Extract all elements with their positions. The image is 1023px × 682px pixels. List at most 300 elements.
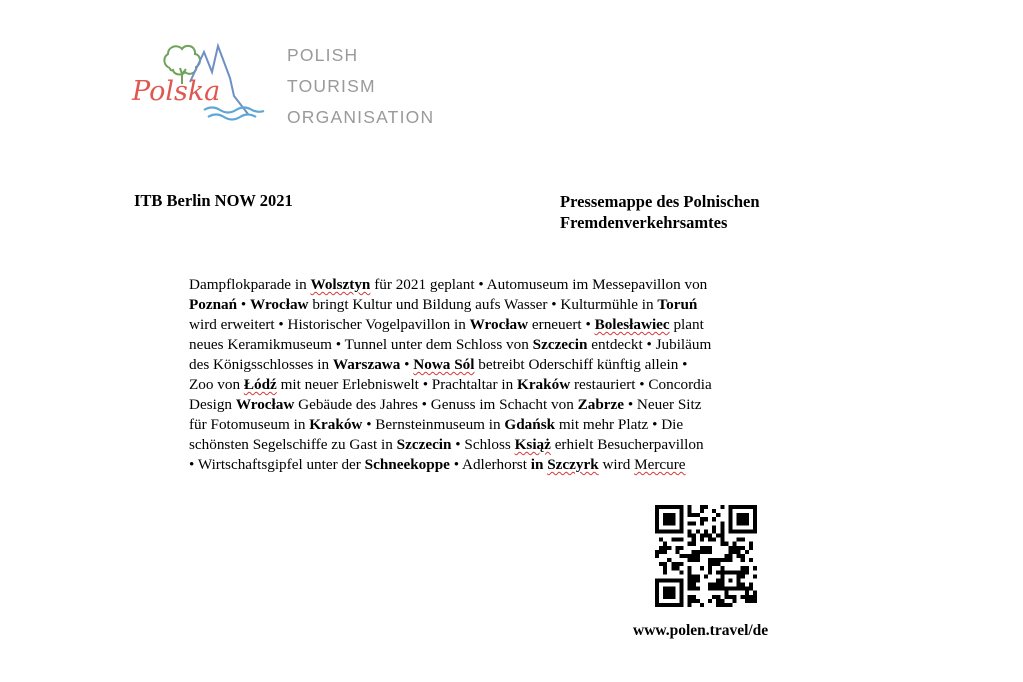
qr-module: [712, 583, 716, 587]
qr-module: [728, 587, 732, 591]
qr-module: [688, 509, 692, 513]
qr-module: [659, 546, 663, 550]
qr-module: [708, 538, 712, 542]
qr-module: [663, 566, 667, 570]
qr-module: [696, 554, 700, 558]
text-segment: Dampflokparade in: [189, 276, 311, 293]
qr-module: [667, 603, 671, 607]
qr-module: [667, 513, 671, 517]
qr-module: [745, 599, 749, 603]
qr-module: [663, 546, 667, 550]
qr-module: [663, 578, 667, 582]
qr-module: [741, 574, 745, 578]
qr-module: [749, 583, 753, 587]
place-name: Książ: [514, 436, 551, 453]
qr-module: [716, 599, 720, 603]
text-segment: erhielt Besucherpavillon: [550, 436, 704, 453]
qr-module: [692, 599, 696, 603]
qr-module: [663, 562, 667, 566]
qr-module: [667, 587, 671, 591]
place-name: Wrocław: [250, 296, 309, 313]
qr-module: [733, 550, 737, 554]
qr-module: [671, 587, 675, 591]
qr-module: [675, 538, 679, 542]
qr-module: [663, 587, 667, 591]
qr-module: [655, 554, 659, 558]
text-segment: Gebäude des Jahres • Genuss im Schacht von: [294, 396, 578, 413]
qr-module: [737, 513, 741, 517]
qr-module: [688, 583, 692, 587]
qr-module: [671, 505, 675, 509]
text-segment: • Schloss: [451, 436, 515, 453]
qr-module: [675, 529, 679, 533]
qr-module: [688, 587, 692, 591]
text-segment: Design: [189, 396, 236, 413]
qr-module: [655, 591, 659, 595]
qr-module: [688, 595, 692, 599]
qr-module: [741, 505, 745, 509]
qr-module: [716, 578, 720, 582]
place-name: Szczecin: [532, 336, 588, 353]
text-segment: mit neuer Erlebniswelt • Prachtaltar in: [276, 376, 517, 393]
text-segment: • Bernsteinmuseum in: [362, 416, 505, 433]
qr-module: [724, 558, 728, 562]
qr-module: [704, 574, 708, 578]
qr-module: [663, 591, 667, 595]
qr-module: [679, 546, 683, 550]
text-segment: entdeckt • Jubiläum: [587, 336, 712, 353]
place-name: Kraków: [517, 376, 571, 393]
qr-module: [741, 595, 745, 599]
qr-module: [688, 603, 692, 607]
qr-module: [733, 595, 737, 599]
qr-code-icon[interactable]: [655, 505, 757, 607]
qr-module: [741, 587, 745, 591]
qr-module: [728, 525, 732, 529]
place-name: Szczecin: [396, 436, 452, 453]
qr-module: [737, 570, 741, 574]
qr-module: [745, 529, 749, 533]
qr-module: [741, 529, 745, 533]
qr-module: [724, 595, 728, 599]
qr-module: [724, 587, 728, 591]
qr-module: [741, 570, 745, 574]
place-name: Bolesławiec: [594, 316, 670, 333]
website-link[interactable]: www.polen.travel/de: [633, 622, 769, 639]
qr-module: [745, 505, 749, 509]
qr-module: [659, 550, 663, 554]
qr-module: [708, 570, 712, 574]
qr-module: [692, 538, 696, 542]
paragraph-line: [189, 355, 789, 375]
qr-module: [749, 558, 753, 562]
qr-module: [663, 550, 667, 554]
qr-module: [671, 517, 675, 521]
text-segment: mit mehr Platz • Die: [555, 416, 684, 433]
qr-module: [655, 578, 659, 582]
place-name: in: [530, 456, 548, 473]
qr-module: [728, 509, 732, 513]
text-segment: erneuert •: [528, 316, 595, 333]
qr-module: [659, 529, 663, 533]
qr-module: [667, 558, 671, 562]
qr-module: [749, 529, 753, 533]
place-name: Warszawa: [332, 356, 401, 373]
qr-module: [708, 562, 712, 566]
qr-module: [704, 517, 708, 521]
org-line-1: POLISH: [287, 45, 359, 65]
qr-module: [728, 554, 732, 558]
qr-module: [712, 562, 716, 566]
qr-module: [704, 534, 708, 538]
qr-module: [720, 505, 724, 509]
qr-module: [737, 583, 741, 587]
place-name: Toruń: [657, 296, 698, 313]
paragraph-line: [189, 375, 789, 395]
qr-module: [688, 505, 692, 509]
qr-module: [737, 550, 741, 554]
qr-module: [733, 570, 737, 574]
qr-module: [700, 566, 704, 570]
place-name: Nowa Sól: [413, 356, 475, 373]
qr-module: [692, 578, 696, 582]
qr-module: [696, 513, 700, 517]
qr-module: [716, 603, 720, 607]
qr-module: [679, 521, 683, 525]
text-segment: für 2021 geplant • Automuseum im Messepavillon von: [370, 276, 708, 293]
text-segment: plant: [669, 316, 704, 333]
qr-module: [737, 574, 741, 578]
qr-module: [688, 574, 692, 578]
qr-module: [700, 550, 704, 554]
text-segment: •: [237, 296, 251, 313]
paragraph-line: [189, 455, 789, 475]
qr-module: [663, 513, 667, 517]
qr-module: [655, 587, 659, 591]
qr-module: [716, 570, 720, 574]
qr-module: [708, 583, 712, 587]
qr-module: [692, 513, 696, 517]
qr-module: [704, 529, 708, 533]
qr-module: [688, 534, 692, 538]
press-kit-title-line-1: Pressemappe des Polnischen: [560, 192, 760, 211]
news-summary-paragraph: [189, 275, 789, 475]
qr-module: [733, 542, 737, 546]
qr-module: [720, 542, 724, 546]
text-segment: betreibt Oderschiff künftig allein •: [474, 356, 688, 373]
qr-module: [728, 546, 732, 550]
text-segment: wird erweitert • Historischer Vogelpavillon in: [189, 316, 470, 333]
qr-module: [655, 513, 659, 517]
qr-module: [671, 562, 675, 566]
qr-module: [733, 529, 737, 533]
qr-module: [700, 538, 704, 542]
qr-module: [737, 521, 741, 525]
qr-module: [745, 513, 749, 517]
text-segment: des Königsschlosses in: [189, 356, 333, 373]
place-name: Gdańsk: [504, 416, 556, 433]
qr-module: [679, 570, 683, 574]
qr-module: [700, 521, 704, 525]
qr-module: [716, 583, 720, 587]
qr-module: [655, 595, 659, 599]
qr-module: [696, 574, 700, 578]
qr-module: [696, 529, 700, 533]
event-title: ITB Berlin NOW 2021: [134, 191, 293, 210]
qr-module: [704, 550, 708, 554]
organisation-name: [287, 40, 434, 133]
qr-module: [659, 603, 663, 607]
qr-module: [728, 505, 732, 509]
paragraph-line: [189, 415, 789, 435]
text-segment: restauriert • Concordia: [570, 376, 712, 393]
qr-module: [655, 603, 659, 607]
place-name: Wrocław: [469, 316, 529, 333]
text-segment: für Fotomuseum in: [189, 416, 310, 433]
qr-module: [728, 578, 732, 582]
qr-module: [712, 529, 716, 533]
qr-module: [688, 566, 692, 570]
qr-module: [655, 599, 659, 603]
text-segment: Zoo von: [189, 376, 244, 393]
qr-module: [749, 505, 753, 509]
qr-module: [733, 505, 737, 509]
qr-module: [733, 587, 737, 591]
qr-module: [667, 517, 671, 521]
qr-module: [728, 603, 732, 607]
qr-module: [728, 550, 732, 554]
qr-module: [679, 517, 683, 521]
qr-module: [753, 509, 757, 513]
qr-module: [692, 542, 696, 546]
text-segment: schönsten Segelschiffe zu Gast in: [189, 436, 397, 453]
qr-module: [708, 534, 712, 538]
qr-module: [655, 583, 659, 587]
qr-module: [679, 513, 683, 517]
qr-module: [724, 591, 728, 595]
qr-module: [663, 529, 667, 533]
paragraph-line: [189, 435, 789, 455]
qr-module: [753, 525, 757, 529]
qr-module: [684, 554, 688, 558]
qr-module: [696, 599, 700, 603]
qr-module: [737, 517, 741, 521]
qr-module: [716, 587, 720, 591]
qr-module: [741, 517, 745, 521]
qr-module: [720, 578, 724, 582]
qr-module: [753, 595, 757, 599]
qr-module: [692, 558, 696, 562]
place-name: Kraków: [309, 416, 363, 433]
qr-module: [712, 587, 716, 591]
text-segment: neues Keramikmuseum • Tunnel unter dem Schloss von: [189, 336, 533, 353]
qr-module: [663, 521, 667, 525]
qr-module: [749, 599, 753, 603]
qr-module: [671, 521, 675, 525]
qr-module: [708, 558, 712, 562]
qr-module: [712, 558, 716, 562]
qr-module: [688, 570, 692, 574]
qr-module: [692, 574, 696, 578]
qr-module: [712, 538, 716, 542]
qr-module: [728, 513, 732, 517]
qr-module: [671, 595, 675, 599]
qr-module: [712, 595, 716, 599]
paragraph-line: [189, 275, 789, 295]
qr-module: [688, 542, 692, 546]
qr-module: [712, 525, 716, 529]
qr-module: [675, 550, 679, 554]
qr-module: [667, 591, 671, 595]
qr-module: [716, 595, 720, 599]
place-name: Poznań: [189, 296, 238, 313]
qr-module: [671, 529, 675, 533]
qr-module: [655, 509, 659, 513]
qr-module: [745, 550, 749, 554]
press-kit-title-line-2: Fremdenverkehrsamtes: [560, 213, 728, 232]
qr-module: [724, 554, 728, 558]
qr-module: [720, 603, 724, 607]
qr-module: [667, 546, 671, 550]
qr-module: [733, 546, 737, 550]
qr-module: [745, 591, 749, 595]
qr-module: [692, 550, 696, 554]
qr-module: [700, 534, 704, 538]
qr-module: [720, 558, 724, 562]
qr-module: [679, 583, 683, 587]
place-name: Zabrze: [577, 396, 625, 413]
qr-module: [667, 505, 671, 509]
qr-module: [667, 595, 671, 599]
place-name: Schneekoppe: [364, 456, 450, 473]
qr-module: [720, 534, 724, 538]
press-kit-title: [560, 191, 760, 233]
qr-module: [688, 529, 692, 533]
qr-module: [675, 546, 679, 550]
qr-module: [720, 521, 724, 525]
qr-module: [671, 566, 675, 570]
qr-module: [737, 587, 741, 591]
qr-module: [737, 505, 741, 509]
qr-module: [679, 591, 683, 595]
paragraph-line: [189, 395, 789, 415]
qr-module: [753, 505, 757, 509]
text-segment: •: [400, 356, 414, 373]
qr-module: [708, 550, 712, 554]
paragraph-line: [189, 295, 789, 315]
qr-module: [741, 554, 745, 558]
place-name: Łódź: [243, 376, 277, 393]
qr-module: [679, 599, 683, 603]
qr-module: [753, 529, 757, 533]
qr-module: [741, 538, 745, 542]
qr-module: [663, 595, 667, 599]
qr-module: [679, 562, 683, 566]
paragraph-line: [189, 315, 789, 335]
qr-module: [745, 566, 749, 570]
qr-module: [679, 538, 683, 542]
qr-module: [679, 505, 683, 509]
qr-module: [700, 603, 704, 607]
qr-module: [667, 529, 671, 533]
qr-module: [675, 505, 679, 509]
qr-module: [659, 578, 663, 582]
qr-module: [728, 521, 732, 525]
qr-module: [720, 587, 724, 591]
qr-module: [692, 534, 696, 538]
qr-module: [663, 570, 667, 574]
qr-module: [679, 525, 683, 529]
qr-module: [688, 554, 692, 558]
qr-module: [675, 603, 679, 607]
qr-module: [700, 509, 704, 513]
qr-module: [720, 529, 724, 533]
qr-module: [741, 566, 745, 570]
qr-module: [692, 554, 696, 558]
qr-module: [728, 529, 732, 533]
qr-module: [716, 513, 720, 517]
qr-module: [679, 603, 683, 607]
qr-module: [679, 595, 683, 599]
place-name: Szczyrk: [547, 456, 599, 473]
qr-module: [720, 599, 724, 603]
paragraph-line: [189, 335, 789, 355]
qr-module: [671, 538, 675, 542]
qr-module: [749, 587, 753, 591]
qr-module: [679, 529, 683, 533]
text-segment: Mercure: [634, 456, 686, 473]
qr-module: [671, 603, 675, 607]
qr-module: [671, 578, 675, 582]
qr-module: [692, 583, 696, 587]
qr-module: [663, 505, 667, 509]
qr-module: [679, 587, 683, 591]
org-line-2: TOURISM: [287, 76, 376, 96]
qr-module: [667, 578, 671, 582]
qr-module: [659, 538, 663, 542]
qr-module: [724, 603, 728, 607]
qr-module: [696, 578, 700, 582]
qr-module: [737, 554, 741, 558]
qr-module: [700, 517, 704, 521]
qr-module: [724, 542, 728, 546]
qr-module: [659, 562, 663, 566]
qr-module: [737, 538, 741, 542]
qr-module: [716, 562, 720, 566]
qr-module: [753, 521, 757, 525]
text-segment: bringt Kultur und Bildung aufs Wasser • Kulturmühle in: [308, 296, 658, 313]
qr-module: [720, 525, 724, 529]
qr-module: [679, 578, 683, 582]
qr-module: [720, 566, 724, 570]
text-segment: • Adlerhorst: [449, 456, 531, 473]
qr-module: [720, 583, 724, 587]
qr-module: [692, 595, 696, 599]
place-name: Wolsztyn: [310, 276, 371, 293]
qr-module: [753, 599, 757, 603]
qr-module: [749, 542, 753, 546]
qr-module: [655, 550, 659, 554]
qr-module: [745, 587, 749, 591]
qr-module: [688, 558, 692, 562]
qr-module: [720, 570, 724, 574]
qr-module: [749, 546, 753, 550]
qr-module: [663, 542, 667, 546]
qr-module: [741, 521, 745, 525]
qr-module: [688, 578, 692, 582]
qr-module: [671, 513, 675, 517]
qr-module: [708, 546, 712, 550]
